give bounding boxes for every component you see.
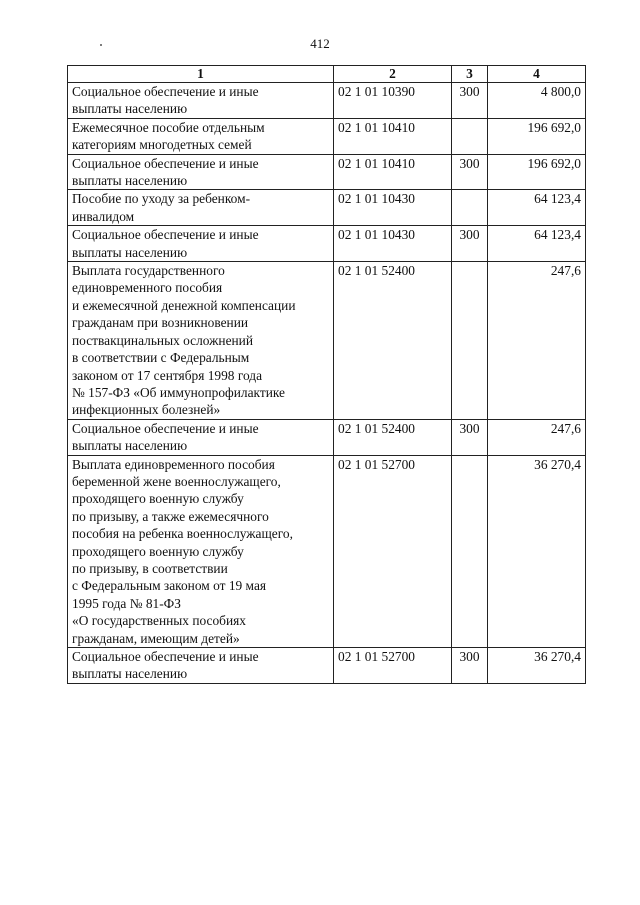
row-kvr: 300 — [452, 83, 488, 119]
row-kvr: 300 — [452, 419, 488, 455]
table-row — [68, 648, 586, 684]
table-row — [68, 118, 586, 154]
row-name: Социальное обеспечение и иные выплаты населению — [68, 83, 334, 119]
row-code: 02 1 01 52700 — [334, 648, 452, 684]
header-col-4: 4 — [488, 66, 586, 83]
row-amount: 4 800,0 — [488, 83, 586, 119]
row-name: Ежемесячное пособие отдельным категориям многодетных семей — [68, 118, 334, 154]
row-amount: 247,6 — [488, 262, 586, 420]
row-name: Выплата единовременного пособия беременной жене военнослужащего, проходящего военную службу по призыву, а также ежемесячного пособия на ребенка военнослужащего, проходящего военную службу по призыву, в соответствии с Федеральным законом от 19 мая 1995 года № 81-ФЗ «О государственных пособиях гражданам, имеющим детей» — [68, 455, 334, 647]
row-name: Социальное обеспечение и иные выплаты населению — [68, 154, 334, 190]
row-code: 02 1 01 52400 — [334, 419, 452, 455]
row-code: 02 1 01 10390 — [334, 83, 452, 119]
row-name: Социальное обеспечение и иные выплаты населению — [68, 226, 334, 262]
row-amount: 64 123,4 — [488, 190, 586, 226]
row-amount: 64 123,4 — [488, 226, 586, 262]
row-kvr: 300 — [452, 648, 488, 684]
row-name: Пособие по уходу за ребенком- инвалидом — [68, 190, 334, 226]
row-code: 02 1 01 10430 — [334, 226, 452, 262]
header-col-3: 3 — [452, 66, 488, 83]
row-amount: 247,6 — [488, 419, 586, 455]
row-code: 02 1 01 10410 — [334, 154, 452, 190]
row-name: Социальное обеспечение и иные выплаты населению — [68, 648, 334, 684]
row-amount: 36 270,4 — [488, 648, 586, 684]
table-header-row — [68, 66, 586, 83]
table-row — [68, 419, 586, 455]
row-name: Выплата государственного единовременного пособия и ежемесячной денежной компенсации гражданам при возникновении поствакцинальных осложнений в соответствии с Федеральным законом от 17 сентября 1998 года № 157-ФЗ «Об иммунопрофилактике инфекционных болезней» — [68, 262, 334, 420]
table-row — [68, 190, 586, 226]
row-amount: 36 270,4 — [488, 455, 586, 647]
row-code: 02 1 01 10410 — [334, 118, 452, 154]
page-number: 412 — [310, 36, 330, 51]
row-amount: 196 692,0 — [488, 154, 586, 190]
row-kvr — [452, 190, 488, 226]
scan-dot — [100, 44, 102, 46]
table-row — [68, 262, 586, 420]
row-code: 02 1 01 52400 — [334, 262, 452, 420]
header-col-2: 2 — [334, 66, 452, 83]
table-row — [68, 226, 586, 262]
table-row — [68, 455, 586, 647]
row-name: Социальное обеспечение и иные выплаты населению — [68, 419, 334, 455]
row-kvr — [452, 118, 488, 154]
budget-table — [67, 65, 586, 684]
table-row — [68, 83, 586, 119]
header-col-1: 1 — [68, 66, 334, 83]
row-code: 02 1 01 52700 — [334, 455, 452, 647]
row-kvr — [452, 262, 488, 420]
row-kvr: 300 — [452, 154, 488, 190]
row-code: 02 1 01 10430 — [334, 190, 452, 226]
row-kvr — [452, 455, 488, 647]
row-amount: 196 692,0 — [488, 118, 586, 154]
row-kvr: 300 — [452, 226, 488, 262]
table-row — [68, 154, 586, 190]
